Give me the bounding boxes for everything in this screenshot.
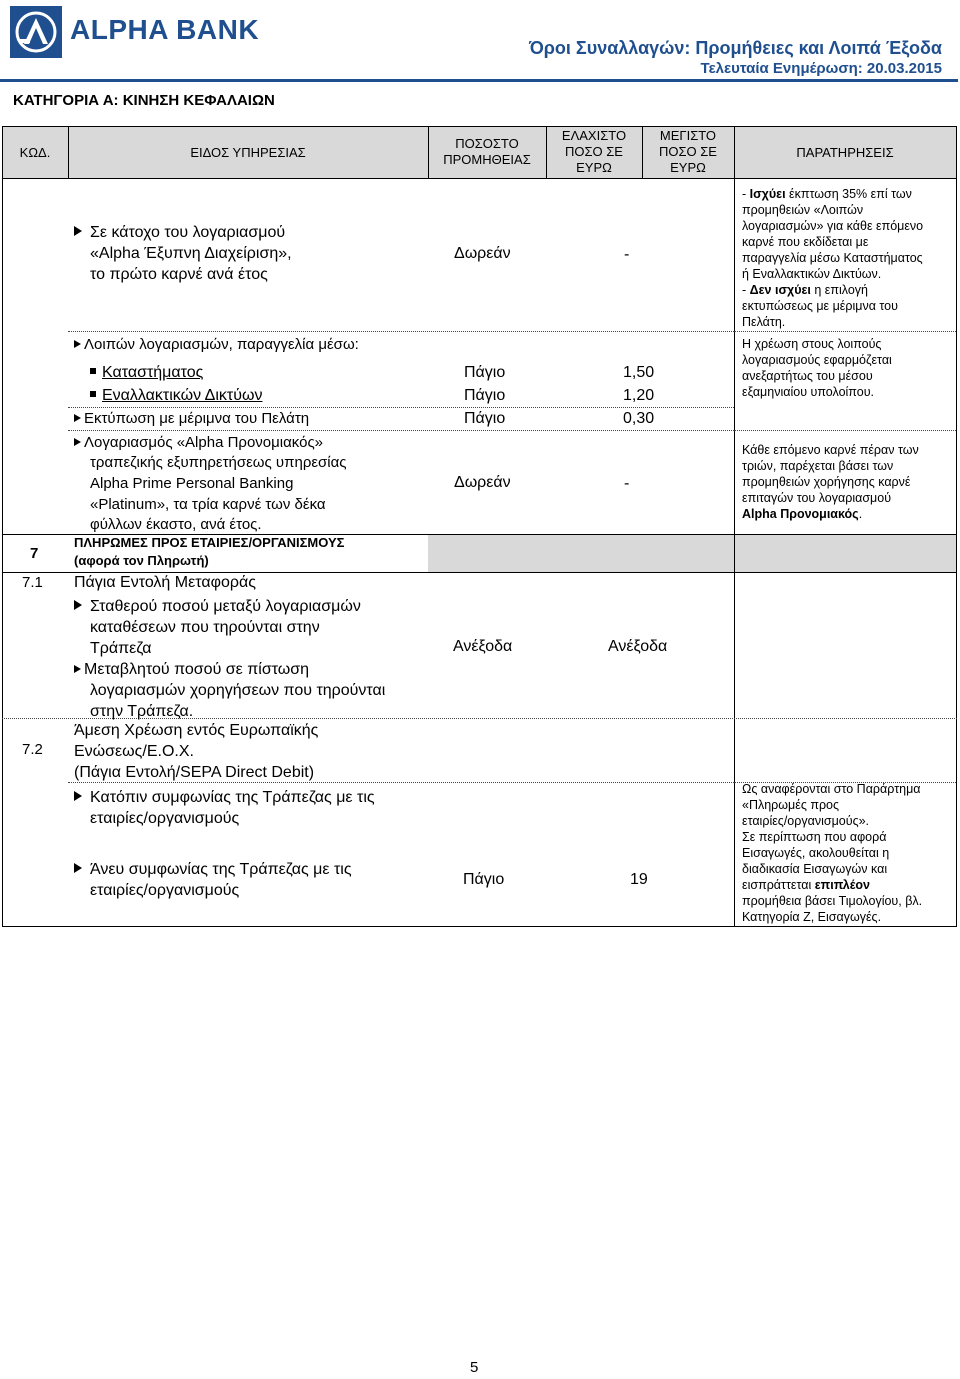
note-line: τριών, παρέχεται βάσει των	[742, 459, 894, 473]
rate-value: Ανέξοδα	[453, 638, 513, 655]
col-header-min-1: ΕΛΑΧΙΣΤΟ	[561, 128, 627, 143]
section-7-band	[428, 534, 734, 572]
note-line: Εισαγωγές, ακολουθείται η	[742, 846, 890, 860]
bullet-arrow-icon	[74, 438, 81, 446]
list-item-line: εταιρίες/οργανισμούς	[90, 810, 240, 827]
note-line: εισπράττεται επιπλέον	[742, 878, 870, 892]
col-header-rate-2: ΠΡΟΜΗΘΕΙΑΣ	[443, 152, 531, 167]
list-item: Καταστήματος	[90, 362, 203, 383]
list-item-line: εταιρίες/οργανισμούς	[90, 882, 240, 899]
note-line: - Δεν ισχύει η επιλογή	[742, 283, 868, 297]
row-separator	[68, 430, 734, 431]
row-separator	[734, 331, 956, 332]
table-left-border	[2, 126, 3, 927]
rate-value: Πάγιο	[463, 871, 505, 888]
col-divider-service-header	[428, 126, 429, 178]
note-line: διαδικασία Εισαγωγών και	[742, 862, 888, 876]
note-line: εξαμηνιαίου υπολοίπου.	[742, 385, 875, 399]
list-item: Εναλλακτικών Δικτύων	[90, 385, 262, 406]
rate-value: Πάγιο	[464, 364, 506, 381]
note-line: Πελάτη.	[742, 315, 786, 329]
col-divider-notes	[734, 126, 735, 927]
list-item: Εκτύπωση με μέριμνα του Πελάτη	[74, 408, 309, 429]
rate-value: Πάγιο	[464, 387, 506, 404]
bullet-arrow-icon	[74, 414, 81, 422]
section-title: ΠΛΗΡΩΜΕΣ ΠΡΟΣ ΕΤΑΙΡΙΕΣ/ΟΡΓΑΝΙΣΜΟΥΣ	[74, 535, 345, 550]
list-item-line: «Platinum», τα τρία καρνέ των δέκα	[90, 496, 326, 513]
bullet-arrow-icon	[74, 791, 82, 801]
note-line: εκτυπώσεως με μέριμνα του	[742, 299, 898, 313]
list-item-line: Alpha Prime Personal Banking	[90, 475, 294, 492]
bank-name: ALPHA BANK	[70, 14, 260, 45]
col-divider-min-header	[642, 126, 643, 178]
row-title: Πάγια Εντολή Μεταφοράς	[74, 574, 256, 591]
row-separator	[734, 430, 956, 431]
col-header-rate-1: ΠΟΣΟΣΤΟ	[455, 136, 519, 151]
bullet-arrow-icon	[74, 340, 81, 348]
max-value: 1,20	[623, 387, 655, 404]
bullet-square-icon	[90, 391, 96, 397]
list-item-line: στην Τράπεζα.	[90, 703, 194, 720]
bullet-arrow-icon	[74, 226, 82, 236]
note-line: - Ισχύει έκπτωση 35% επί των	[742, 187, 912, 201]
col-header-notes: ΠΑΡΑΤΗΡΗΣΕΙΣ	[796, 145, 894, 160]
list-item: Μεταβλητού ποσού σε πίστωση	[74, 659, 309, 680]
max-value: 19	[630, 871, 648, 888]
note-line: προμηθειών χορήγησης καρνέ	[742, 475, 911, 489]
list-item: Κατόπιν συμφωνίας της Τράπεζας με τις	[74, 787, 375, 808]
last-updated: Τελευταία Ενημέρωση: 20.03.2015	[700, 60, 942, 77]
max-value: 0,30	[623, 410, 655, 427]
min-value: Ανέξοδα	[608, 638, 668, 655]
list-item: Λογαριασμός «Alpha Προνομιακός»	[74, 432, 323, 453]
list-item-line: «Alpha Έξυπνη Διαχείριση»,	[90, 245, 292, 262]
col-header-min-2: ΠΟΣΟ ΣΕ	[565, 144, 623, 159]
note-line: λογαριασμούς εφαρμόζεται	[742, 353, 892, 367]
note-line: Κατηγορία Ζ, Εισαγωγές.	[742, 910, 882, 924]
note-line: ή Εναλλακτικών Δικτύων.	[742, 267, 882, 281]
col-divider-rate-header	[546, 126, 547, 178]
row-title-line: (Πάγια Εντολή/SEPA Direct Debit)	[74, 764, 315, 781]
list-item-line: Τράπεζα	[90, 640, 152, 657]
category-heading: ΚΑΤΗΓΟΡΙΑ Α: ΚΙΝΗΣΗ ΚΕΦΑΛΑΙΩΝ	[13, 92, 275, 109]
list-item-line: φύλλων έκαστο, ανά έτος.	[90, 516, 262, 533]
section-subtitle: (αφορά τον Πληρωτή)	[74, 553, 209, 568]
bullet-arrow-icon	[74, 600, 82, 610]
note-line: Κάθε επόμενο καρνέ πέραν των	[742, 443, 919, 457]
rate-value: Δωρεάν	[454, 474, 511, 491]
list-item-line: λογαριασμών χορηγήσεων που τηρούνται	[90, 682, 386, 699]
note-line: προμηθειών «Λοιπών	[742, 203, 864, 217]
header-bottom-border	[2, 178, 957, 179]
row-title-line: Ενώσεως/Ε.Ο.Χ.	[74, 743, 194, 760]
note-line: παραγγελία μέσω Καταστήματος	[742, 251, 923, 265]
list-item: Σε κάτοχο του λογαριασμού	[74, 222, 285, 243]
row-title: Άμεση Χρέωση εντός Ευρωπαϊκής	[74, 722, 319, 739]
max-value: 1,50	[623, 364, 655, 381]
table-bottom-border	[2, 926, 957, 927]
table-right-border	[956, 126, 957, 927]
col-header-max-2: ΠΟΣΟ ΣΕ	[659, 144, 717, 159]
max-value: -	[624, 246, 630, 263]
note-line: επιταγών του λογαριασμού	[742, 491, 892, 505]
list-item: Λοιπών λογαριασμών, παραγγελία μέσω:	[74, 334, 359, 355]
note-line: Σε περίπτωση που αφορά	[742, 830, 887, 844]
section-7-band-notes	[734, 534, 956, 572]
list-item-line: το πρώτο καρνέ ανά έτος	[90, 266, 268, 283]
list-item: Άνευ συμφωνίας της Τράπεζας με τις	[74, 859, 352, 880]
list-item-line: τραπεζικής εξυπηρετήσεως υπηρεσίας	[90, 454, 347, 471]
col-header-max-1: ΜΕΓΙΣΤΟ	[659, 128, 717, 143]
note-line: Ως αναφέρονται στο Παράρτημα	[742, 782, 921, 796]
section-code: 7	[30, 545, 39, 562]
document-title: Όροι Συναλλαγών: Προμήθειες και Λοιπά Έξοδα	[528, 38, 942, 58]
header-divider	[0, 79, 958, 82]
col-divider-code-header	[68, 126, 69, 178]
col-header-code: ΚΩΔ.	[19, 145, 51, 160]
row-code: 7.1	[22, 574, 43, 591]
max-value: -	[624, 475, 630, 492]
note-line: ανεξαρτήτως του μέσου	[742, 369, 873, 383]
bullet-square-icon	[90, 368, 96, 374]
bullet-arrow-icon	[74, 863, 82, 873]
note-line: προμήθεια βάσει Τιμολογίου, βλ.	[742, 894, 923, 908]
alpha-bank-logo-icon	[10, 6, 62, 58]
note-line: λογαριασμών» για κάθε επόμενο	[742, 219, 924, 233]
note-line: Η χρέωση στους λοιπούς	[742, 337, 882, 351]
rate-value: Δωρεάν	[454, 245, 511, 262]
rate-value: Πάγιο	[464, 410, 506, 427]
col-header-service: ΕΙΔΟΣ ΥΠΗΡΕΣΙΑΣ	[190, 145, 306, 160]
table-top-border	[2, 126, 957, 127]
note-line: εταιρίες/οργανισμούς».	[742, 814, 870, 828]
note-line: «Πληρωμές προς	[742, 798, 840, 812]
list-item-line: καταθέσεων που τηρούνται στην	[90, 619, 320, 636]
note-line: καρνέ που εκδίδεται με	[742, 235, 869, 249]
row-separator	[68, 331, 734, 332]
col-header-min-3: ΕΥΡΩ	[576, 160, 612, 175]
list-item: Σταθερού ποσού μεταξύ λογαριασμών	[74, 596, 361, 617]
bullet-arrow-icon	[74, 665, 81, 673]
page-number: 5	[470, 1359, 479, 1376]
note-line: Alpha Προνομιακός.	[742, 507, 863, 521]
col-header-max-3: ΕΥΡΩ	[670, 160, 706, 175]
row-code: 7.2	[22, 741, 43, 758]
